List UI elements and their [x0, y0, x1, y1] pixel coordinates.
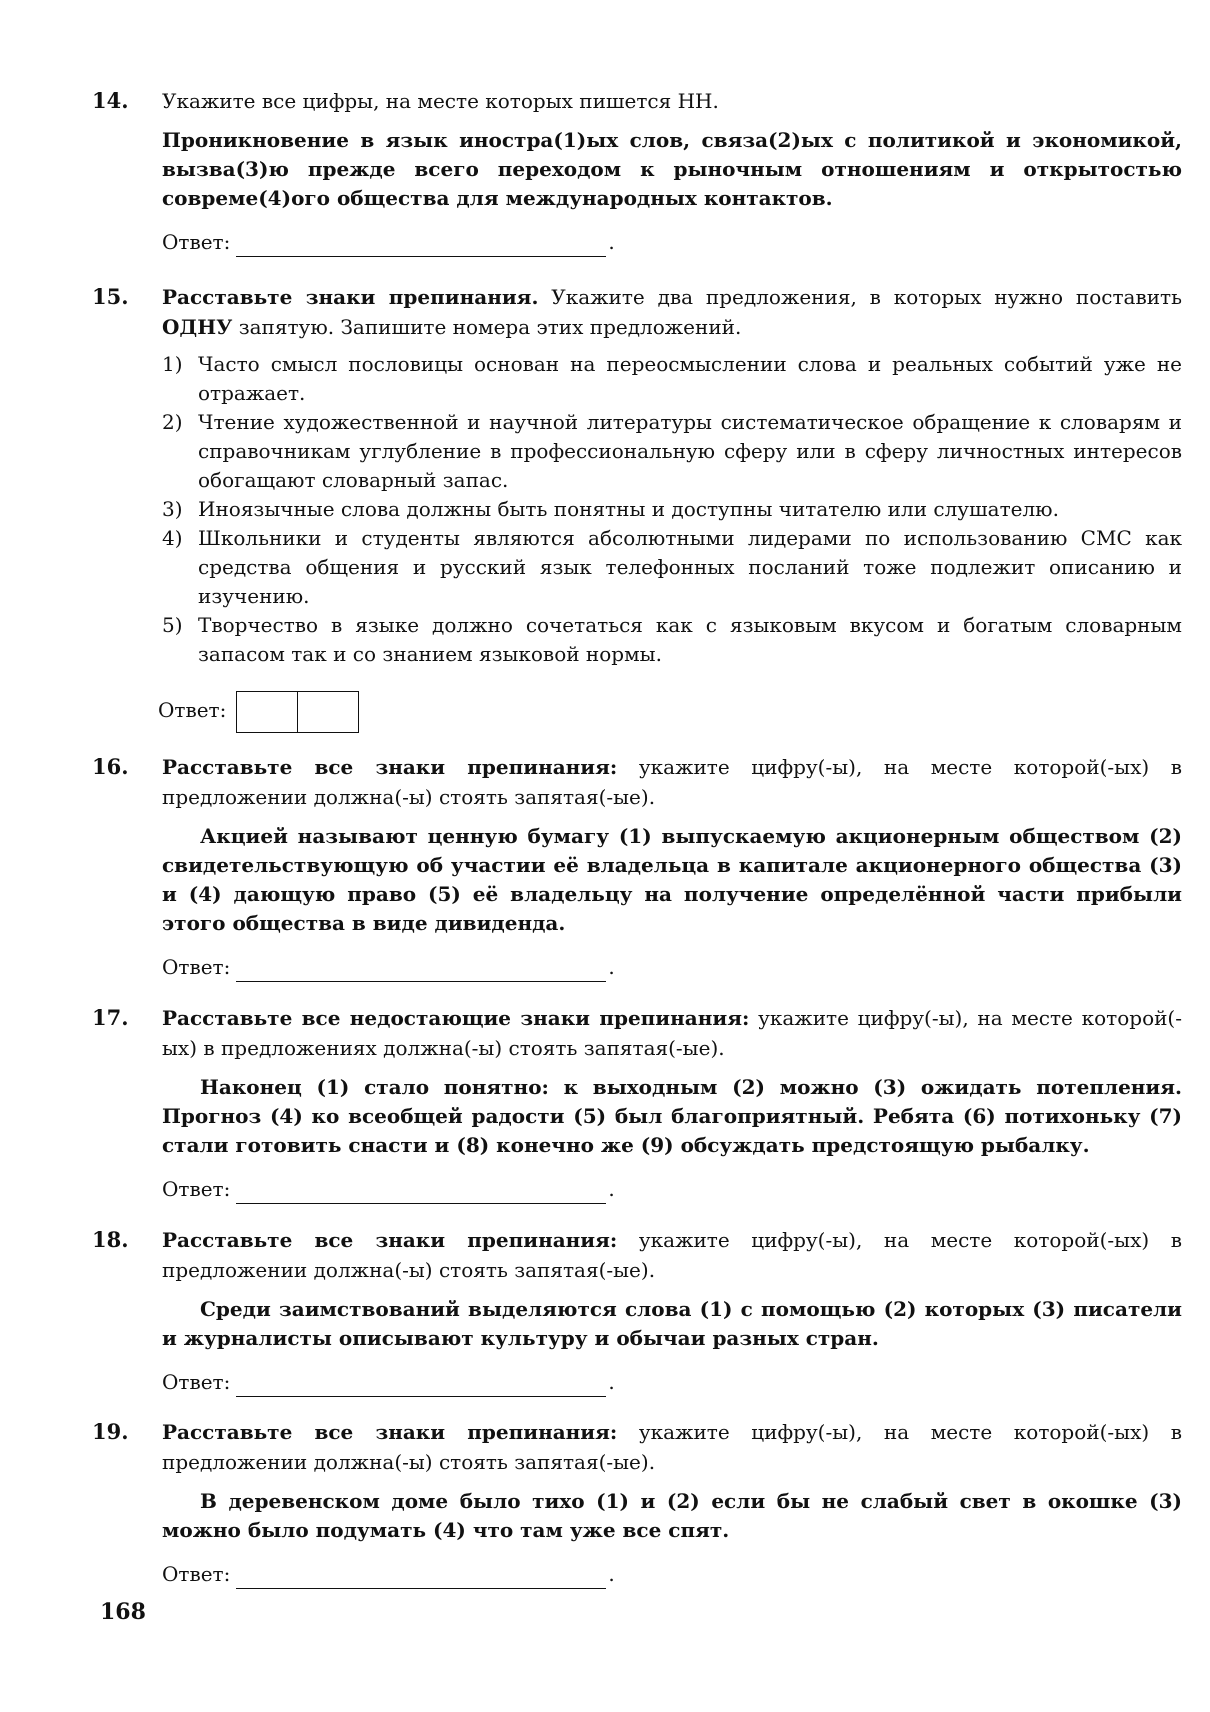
instruction-bold: Расставьте все недостающие знаки препинания: [162, 1006, 750, 1030]
instruction-part: укажите цифру(-ы), на месте которой(-ых) в предложении должна(-ы) стоять запятая(-ые). [162, 1420, 1182, 1474]
item-number: 3) [162, 497, 183, 521]
list-item [162, 350, 1182, 408]
answer-dot: . [608, 1562, 615, 1586]
task-18 [92, 1225, 1182, 1397]
task-text: В деревенском доме было тихо (1) и (2) если бы не слабый свет в окошке (3) можно было подумать (4) что там уже все спят. [162, 1489, 1182, 1542]
answer-field[interactable] [236, 1181, 606, 1204]
instruction-part: запятую. Запишите номера этих предложений. [232, 315, 742, 339]
answer-row [162, 1559, 1182, 1589]
answer-dot: . [608, 230, 615, 254]
answer-field[interactable] [236, 959, 606, 982]
item-text: Иноязычные слова должны быть понятны и доступны читателю или слушателю. [198, 497, 1059, 521]
task-15 [92, 282, 1182, 725]
instruction-bold: Расставьте все знаки препинания: [162, 1228, 618, 1252]
sentence-list [162, 350, 1182, 669]
item-number: 2) [162, 410, 183, 434]
answer-label: Ответ: [158, 698, 227, 722]
task-number: 15. [92, 284, 129, 309]
item-number: 1) [162, 352, 183, 376]
task-text: Проникновение в язык иностра(1)ых слов, связа(2)ых с политикой и экономикой, вызва(3)ю прежде всего переходом к рыночным отношениям и открытостью совреме(4)ого общества для международных контактов. [162, 128, 1182, 210]
task-19 [92, 1417, 1182, 1589]
item-text: Часто смысл пословицы основан на переосмыслении слова и реальных событий уже не отражает. [198, 352, 1182, 405]
answer-dot: . [608, 1177, 615, 1201]
page-number: 168 [100, 1599, 146, 1625]
instruction-part: укажите цифру(-ы), на месте которой(-ых) в предложении должна(-ы) стоять запятая(-ые). [162, 755, 1182, 809]
answer-dot: . [608, 1370, 615, 1394]
item-text: Чтение художественной и научной литературы систематическое обращение к словарям и справочникам углубление в профессиональную сферу или в сферу личностных интересов обогащают словарный запас. [198, 410, 1182, 492]
instruction-bold: Расставьте знаки препинания. [162, 285, 539, 309]
answer-box-1[interactable] [236, 691, 298, 733]
answer-dot: . [608, 955, 615, 979]
task-number: 14. [92, 88, 129, 113]
answer-box-2[interactable] [298, 691, 359, 733]
answer-field[interactable] [236, 234, 606, 257]
list-item [162, 611, 1182, 669]
answer-row [158, 685, 1182, 725]
task-instruction [162, 1003, 1182, 1063]
answer-label: Ответ: [162, 1177, 231, 1201]
task-instruction: Укажите все цифры, на месте которых пишется НН. [162, 89, 719, 113]
task-14 [92, 86, 1182, 257]
answer-label: Ответ: [162, 230, 231, 254]
answer-label: Ответ: [162, 1370, 231, 1394]
answer-label: Ответ: [162, 1562, 231, 1586]
task-instruction [162, 282, 1182, 342]
instruction-part: укажите цифру(-ы), на месте которой(-ых) в предложении должна(-ы) стоять запятая(-ые). [162, 1228, 1182, 1282]
task-text: Среди заимствований выделяются слова (1) с помощью (2) которых (3) писатели и журналисты описывают культуру и обычаи разных стран. [162, 1297, 1182, 1350]
answer-field[interactable] [236, 1566, 606, 1589]
list-item [162, 524, 1182, 611]
task-instruction [162, 1225, 1182, 1285]
task-16 [92, 752, 1182, 982]
task-instruction [162, 1417, 1182, 1477]
instruction-part: укажите цифру(-ы), на месте которой(-ых) в предложениях должна(-ы) стоять запятая(-ые). [162, 1006, 1182, 1060]
task-number: 16. [92, 754, 129, 779]
item-text: Творчество в языке должно сочетаться как с языковым вкусом и богатым словарным запасом так и со знанием языковой нормы. [198, 613, 1182, 666]
task-number: 17. [92, 1005, 129, 1030]
answer-boxes [236, 691, 359, 733]
instruction-bold: Расставьте все знаки препинания: [162, 1420, 618, 1444]
answer-row [162, 1174, 1182, 1204]
task-number: 18. [92, 1227, 129, 1252]
task-17 [92, 1003, 1182, 1204]
answer-row [162, 1367, 1182, 1397]
task-number: 19. [92, 1419, 129, 1444]
list-item [162, 408, 1182, 495]
answer-row [162, 227, 1182, 257]
answer-label: Ответ: [162, 955, 231, 979]
item-number: 5) [162, 613, 183, 637]
answer-row [162, 952, 1182, 982]
item-number: 4) [162, 526, 183, 550]
instruction-part: Укажите два предложения, в которых нужно поставить [538, 285, 1182, 309]
instruction-bold: Расставьте все знаки препинания: [162, 755, 618, 779]
list-item [162, 495, 1182, 524]
task-text: Акцией называют ценную бумагу (1) выпускаемую акционерным обществом (2) свидетельствующую об участии её владельца в капитале акционерного общества (3) и (4) дающую право (5) её владельцу на получение определённой части прибыли этого общества в виде дивиденда. [162, 824, 1182, 935]
item-text: Школьники и студенты являются абсолютными лидерами по использованию СМС как средства общения и русский язык телефонных посланий тоже подлежит описанию и изучению. [198, 526, 1182, 608]
instruction-emphasis: ОДНУ [162, 315, 233, 339]
task-instruction [162, 752, 1182, 812]
task-text: Наконец (1) стало понятно: к выходным (2) можно (3) ожидать потепления. Прогноз (4) ко всеобщей радости (5) был благоприятный. Ребята (6) потихоньку (7) стали готовить снасти и (8) конечно же (9) обсуждать предстоящую рыбалку. [162, 1075, 1182, 1157]
answer-field[interactable] [236, 1374, 606, 1397]
